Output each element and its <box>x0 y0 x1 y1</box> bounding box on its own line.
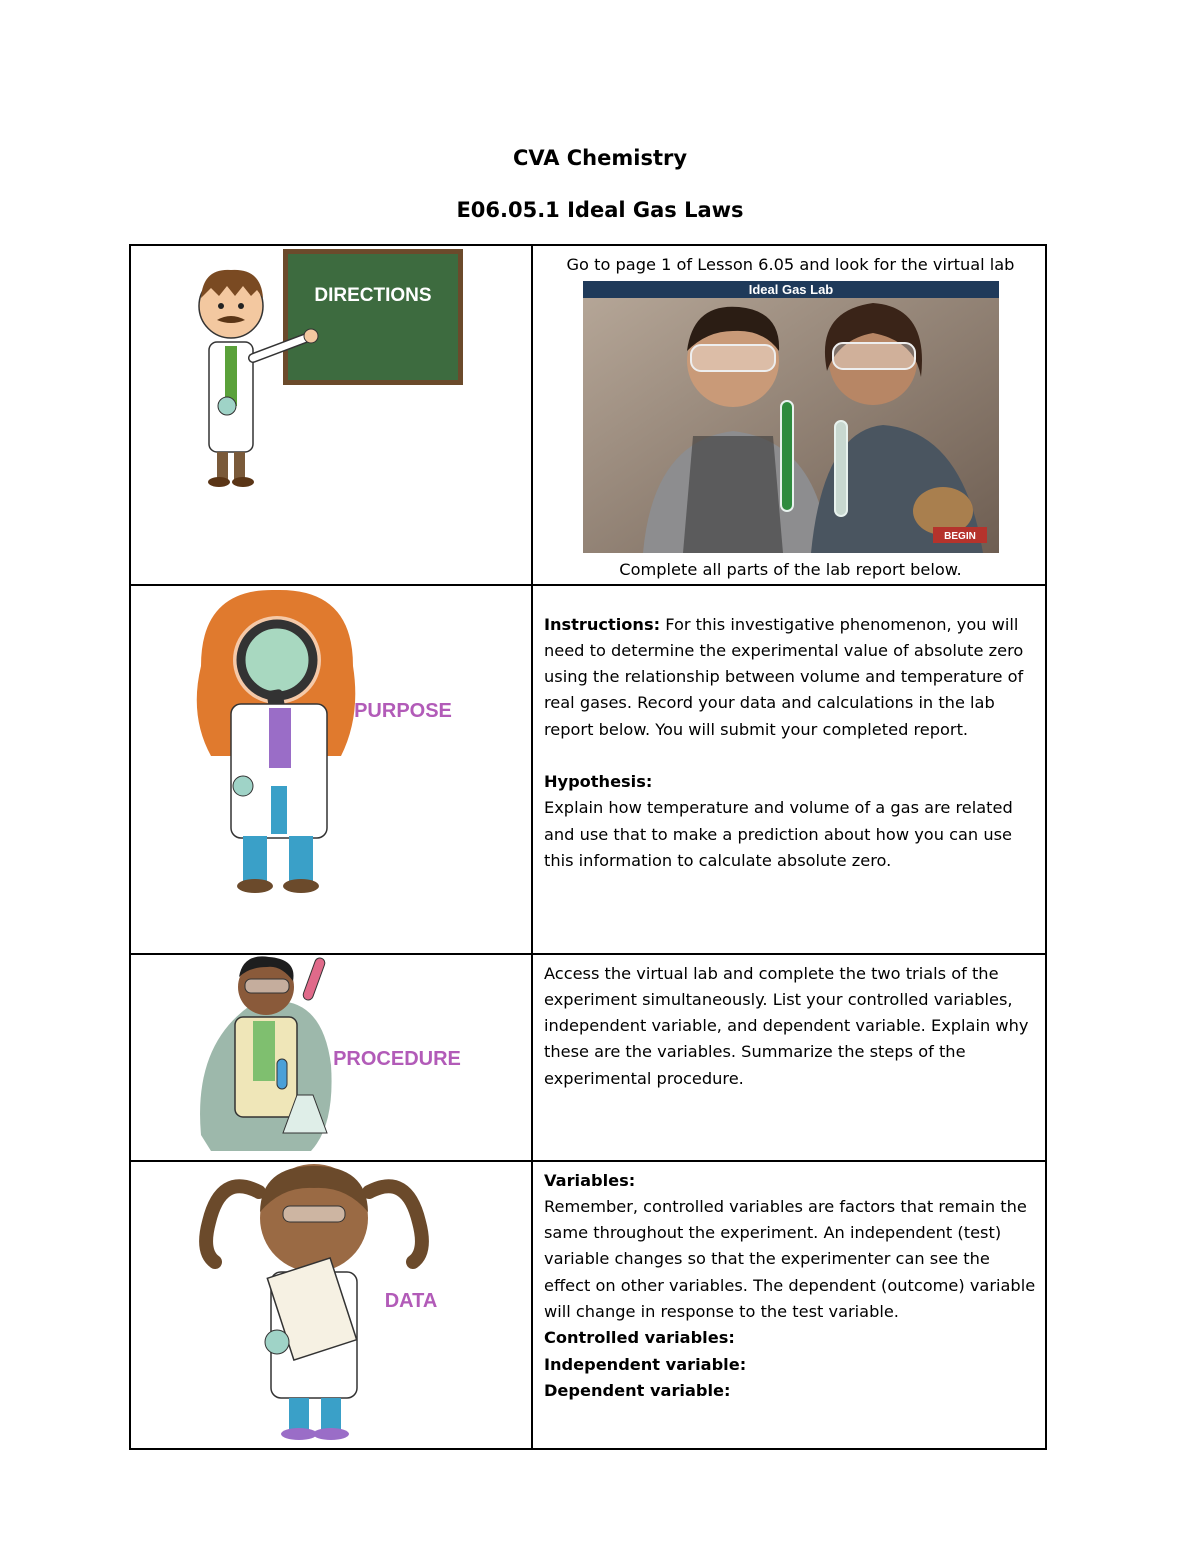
lab-report-table <box>129 244 1047 1450</box>
data-row <box>130 1161 1046 1449</box>
directions-intro: Go to page 1 of Lesson 6.05 and look for the virtual lab <box>566 255 1015 274</box>
assignment-title: E06.05.1 Ideal Gas Laws <box>456 198 744 222</box>
purpose-illustration-cell <box>130 585 532 954</box>
data-label: DATA <box>384 1289 438 1312</box>
independent-variable-label: Independent variable: <box>544 1354 747 1374</box>
dependent-variable-label: Dependent variable: <box>544 1380 731 1400</box>
controlled-variables-label: Controlled variables: <box>544 1328 735 1348</box>
procedure-illustration-cell <box>130 954 532 1161</box>
teacher-at-chalkboard-illustration <box>131 246 531 573</box>
instructions-heading: Instructions: <box>544 614 661 634</box>
purpose-label: PURPOSE <box>354 699 452 722</box>
variables-text: Remember, controlled variables are factors that remain the same throughout the experiment. An independent (test) variable changes so that the experimenter can see the effect on other variables. The dependent (outcome) variable will change in response to the test variable. <box>544 1196 1036 1322</box>
data-content-cell <box>532 1161 1046 1449</box>
procedure-figure <box>200 956 332 1151</box>
begin-button-label: BEGIN <box>943 531 976 543</box>
hypothesis-text: Explain how temperature and volume of a gas are related and use that to make a prediction about how you can use this information to calculate absolute zero. <box>544 798 1013 870</box>
procedure-row <box>130 954 1046 1161</box>
magnifier-glass <box>241 624 313 696</box>
procedure-label: PROCEDURE <box>333 1047 461 1070</box>
chalkboard <box>288 254 458 380</box>
lab-image-title: Ideal Gas Lab <box>748 282 833 298</box>
hypothesis-heading: Hypothesis: <box>544 772 653 792</box>
purpose-row <box>130 585 1046 954</box>
variables-heading: Variables: <box>544 1170 636 1190</box>
directions-illustration-cell <box>130 245 532 585</box>
girl-with-clipboard-illustration <box>131 1162 531 1442</box>
directions-row <box>130 245 1046 585</box>
directions-outro: Complete all parts of the lab report below. <box>619 560 962 580</box>
purpose-figure <box>197 590 356 893</box>
course-title: CVA Chemistry <box>512 146 688 170</box>
purpose-content-cell <box>532 585 1046 954</box>
directions-board-label: DIRECTIONS <box>314 285 432 306</box>
procedure-content-cell <box>532 954 1046 1161</box>
ideal-gas-lab-image[interactable] <box>583 281 999 553</box>
scientist-with-test-tubes-illustration <box>131 955 531 1154</box>
girl-with-magnifier-illustration <box>131 586 531 927</box>
instructions-paragraph <box>544 612 1037 743</box>
instructions-text: For this investigative phenomenon, you will need to determine the experimental value of absolute zero using the relationship between volume and temperature of real gases. Record your data and calculations in the lab report below. You will submit your completed report. <box>544 614 1024 739</box>
procedure-text: Access the virtual lab and complete the two trials of the experiment simultaneously. List your controlled variables, independent variable, and dependent variable. Explain why these are the variables. Summarize the steps of the experimental procedure. <box>544 963 1029 1088</box>
directions-content-cell <box>532 245 1046 585</box>
data-illustration-cell <box>130 1161 532 1449</box>
